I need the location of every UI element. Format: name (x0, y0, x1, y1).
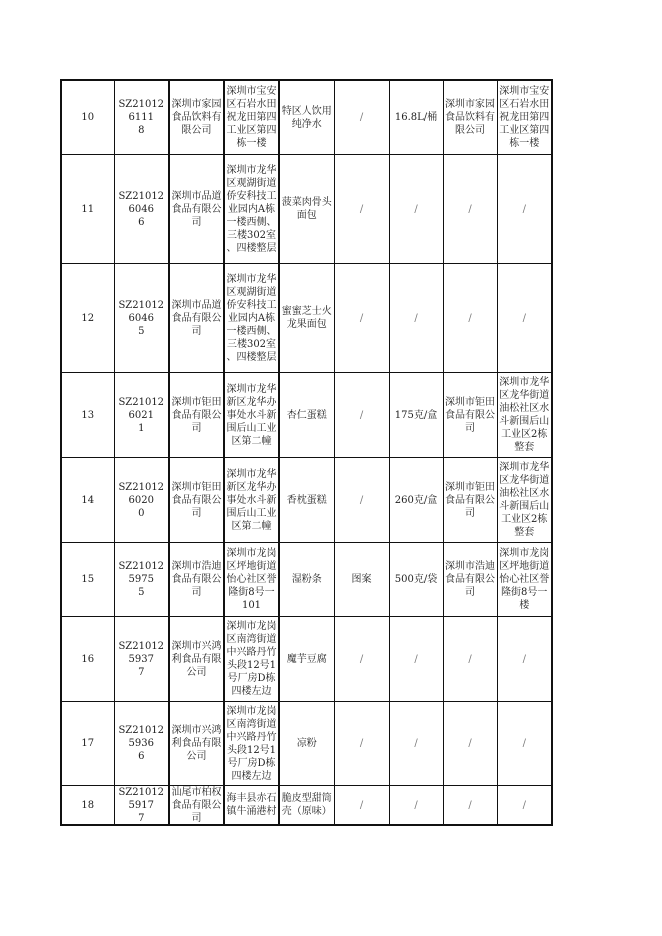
company-name-cell (169, 786, 224, 826)
sample-id-cell (114, 458, 169, 543)
sample-id: SZ210125937 7 (118, 640, 165, 678)
sample-id-cell (114, 786, 169, 826)
row-number-cell (61, 702, 114, 786)
producer-address-cell (497, 786, 552, 826)
brand: / (359, 738, 364, 749)
company-address: 深圳市龙华 新区龙华办 事处水斗新 围后山工业 区第二幢 (226, 383, 277, 447)
table-row (61, 155, 552, 264)
table-row (61, 458, 552, 543)
product-name-cell (279, 617, 334, 702)
producer-address-cell (497, 458, 552, 543)
sample-id: SZ210125917 7 (118, 787, 165, 824)
brand: / (359, 653, 364, 665)
product-name: 香枕蛋糕 (286, 494, 327, 506)
brand: / (359, 112, 364, 123)
company-address-cell (224, 264, 279, 373)
brand-cell (334, 786, 389, 826)
product-name-cell (279, 458, 334, 543)
specification: / (414, 799, 418, 811)
company-address: 深圳市龙华 新区龙华办 事处水斗新 围后山工业 区第二幢 (226, 468, 277, 532)
row-number: 18 (81, 799, 95, 811)
row-number: 10 (81, 112, 95, 123)
row-number: 13 (81, 409, 95, 421)
sample-id-cell (114, 543, 169, 617)
company-name: 深圳市浩迪 食品有限公 司 (171, 561, 222, 598)
producer-name: 深圳市家园 食品饮料有 限公司 (445, 99, 495, 136)
company-name: 深圳市兴鸿 利食品有限 公司 (171, 725, 222, 762)
specification: / (414, 738, 418, 749)
product-name: 菠菜肉骨头 面包 (281, 197, 332, 221)
producer-address-cell (497, 617, 552, 702)
product-name-cell (279, 80, 334, 155)
producer-name-cell (443, 155, 497, 264)
specification-cell (389, 786, 443, 826)
company-address-cell (224, 373, 279, 458)
row-number-cell (61, 264, 114, 373)
row-number-cell (61, 155, 114, 264)
brand: / (359, 312, 364, 324)
producer-address: 深圳市宝安 区石岩水田 祝龙田第四 工业区第四 栋一楼 (499, 86, 550, 149)
table-row (61, 264, 552, 373)
producer-address: 深圳市龙华 区龙华街道 油松社区水 斗新围后山 工业区2栋 整套 (499, 462, 550, 538)
company-name-cell (169, 543, 224, 617)
producer-address: / (522, 653, 526, 665)
row-number: 12 (81, 312, 95, 324)
company-name: 深圳市品道 食品有限公 司 (171, 299, 222, 337)
company-name: 深圳市兴鸿 利食品有限 公司 (171, 640, 222, 678)
brand: / (359, 799, 364, 811)
row-number: 11 (81, 203, 95, 215)
product-name-cell (279, 155, 334, 264)
company-address: 深圳市龙岗 区南湾街道 中兴路丹竹 头段12号1 号厂房D栋 四楼左边 (226, 705, 277, 782)
company-address: 深圳市龙岗 区南湾街道 中兴路丹竹 头段12号1 号厂房D栋 四楼左边 (226, 621, 277, 697)
product-name: 凉粉 (296, 738, 317, 749)
producer-name: / (468, 799, 472, 811)
company-name-cell (169, 702, 224, 786)
producer-address: 深圳市龙岗 区坪地街道 怡心社区誉 隆街8号一 楼 (499, 548, 550, 611)
producer-name-cell (443, 617, 497, 702)
row-number-cell (61, 80, 114, 155)
company-name-cell (169, 617, 224, 702)
company-name: 深圳市家园 食品饮料有 限公司 (171, 99, 222, 136)
producer-name: / (468, 312, 472, 324)
company-address: 深圳市宝安 区石岩水田 祝龙田第四 工业区第四 栋一楼 (226, 86, 277, 149)
row-number-cell (61, 543, 114, 617)
brand-cell (334, 617, 389, 702)
brand-cell (334, 543, 389, 617)
table-row (61, 617, 552, 702)
brand-cell (334, 80, 389, 155)
brand-cell (334, 458, 389, 543)
row-number-cell (61, 617, 114, 702)
producer-name: / (468, 738, 472, 749)
product-name-cell (279, 786, 334, 826)
specification: / (414, 203, 418, 215)
product-name-cell (279, 543, 334, 617)
brand: / (359, 494, 364, 506)
producer-name-cell (443, 702, 497, 786)
brand-cell (334, 373, 389, 458)
specification: 175克/盒 (394, 409, 438, 421)
brand-cell (334, 702, 389, 786)
specification-cell (389, 264, 443, 373)
producer-name-cell (443, 373, 497, 458)
sample-id: SZ210126046 6 (118, 190, 165, 228)
sample-id-cell (114, 373, 169, 458)
brand-cell (334, 264, 389, 373)
sample-id-cell (114, 264, 169, 373)
product-name: 魔芋豆腐 (286, 653, 327, 665)
producer-name-cell (443, 458, 497, 543)
product-name: 杏仁蛋糕 (286, 409, 327, 421)
product-name: 蜜蜜芝士火 龙果面包 (281, 306, 332, 330)
product-name-cell (279, 264, 334, 373)
row-number: 15 (81, 574, 95, 585)
sample-id: SZ210126021 1 (118, 396, 165, 434)
brand: / (359, 203, 364, 215)
producer-name-cell (443, 80, 497, 155)
producer-name: 深圳市钜田 食品有限公 司 (445, 481, 495, 519)
company-address-cell (224, 786, 279, 826)
sampling-results-table (60, 79, 553, 826)
specification: / (414, 312, 418, 324)
sample-id: SZ210125936 6 (118, 725, 165, 762)
company-address-cell (224, 155, 279, 264)
sample-id: SZ210125975 5 (118, 561, 165, 598)
producer-name: / (468, 203, 472, 215)
specification: / (414, 653, 418, 665)
producer-address: / (522, 312, 526, 324)
producer-address-cell (497, 264, 552, 373)
specification-cell (389, 155, 443, 264)
producer-address-cell (497, 80, 552, 155)
sample-id-cell (114, 155, 169, 264)
producer-name: 深圳市浩迪 食品有限公 司 (445, 561, 495, 598)
sample-id: SZ210126111 8 (118, 99, 165, 136)
product-name: 脆皮型甜筒 壳（原味） (281, 793, 332, 817)
producer-name-cell (443, 786, 497, 826)
table-row (61, 786, 552, 826)
row-number: 17 (81, 738, 95, 749)
company-address: 深圳市龙岗 区坪地街道 怡心社区誉 隆街8号一 101 (226, 548, 277, 611)
producer-address: 深圳市龙华 区龙华街道 油松社区水 斗新围后山 工业区2栋 整套 (499, 377, 550, 453)
sample-id: SZ210126046 5 (118, 299, 165, 337)
brand: 图案 (351, 574, 372, 585)
company-name-cell (169, 155, 224, 264)
specification-cell (389, 702, 443, 786)
producer-address: / (522, 738, 526, 749)
producer-name: 深圳市钜田 食品有限公 司 (445, 396, 495, 434)
producer-name-cell (443, 543, 497, 617)
brand: / (359, 409, 364, 421)
company-address-cell (224, 458, 279, 543)
sample-id-cell (114, 702, 169, 786)
specification-cell (389, 617, 443, 702)
producer-address-cell (497, 373, 552, 458)
producer-address-cell (497, 543, 552, 617)
producer-address: / (522, 203, 526, 215)
specification-cell (389, 373, 443, 458)
producer-address-cell (497, 155, 552, 264)
specification-cell (389, 543, 443, 617)
sample-id-cell (114, 617, 169, 702)
company-name: 汕尾市柏权 食品有限公 司 (171, 787, 222, 824)
producer-name: / (468, 653, 472, 665)
specification: 16.8L/桶 (394, 112, 438, 123)
product-name-cell (279, 373, 334, 458)
specification: 260克/盒 (394, 494, 438, 506)
producer-address-cell (497, 702, 552, 786)
producer-address: / (522, 799, 526, 811)
sample-id-cell (114, 80, 169, 155)
row-number-cell (61, 786, 114, 826)
company-address-cell (224, 702, 279, 786)
company-address: 深圳市龙华 区观湖街道 侨安科技工 业园内A栋 一楼西侧、 三楼302室 、四楼整层 (226, 273, 277, 363)
brand-cell (334, 155, 389, 264)
company-name-cell (169, 458, 224, 543)
table-row (61, 80, 552, 155)
table-row (61, 702, 552, 786)
specification-cell (389, 458, 443, 543)
company-address: 深圳市龙华 区观湖街道 侨安科技工 业园内A栋 一楼西侧、 三楼302室 、四楼整层 (226, 164, 277, 254)
row-number: 14 (81, 494, 95, 506)
row-number: 16 (81, 653, 95, 665)
company-name: 深圳市钜田 食品有限公 司 (171, 481, 222, 519)
company-address-cell (224, 617, 279, 702)
company-name: 深圳市品道 食品有限公 司 (171, 190, 222, 228)
company-address-cell (224, 80, 279, 155)
table-row (61, 373, 552, 458)
row-number-cell (61, 458, 114, 543)
product-name: 特区人饮用 纯净水 (281, 105, 332, 130)
sample-id: SZ210126020 0 (118, 481, 165, 519)
company-address: 海丰县赤石 镇牛涌港村 (226, 793, 277, 817)
specification: 500克/袋 (394, 574, 438, 585)
company-name-cell (169, 373, 224, 458)
producer-name-cell (443, 264, 497, 373)
company-name: 深圳市钜田 食品有限公 司 (171, 396, 222, 434)
table-row (61, 543, 552, 617)
product-name-cell (279, 702, 334, 786)
row-number-cell (61, 373, 114, 458)
product-name: 湿粉条 (291, 574, 322, 585)
company-name-cell (169, 80, 224, 155)
company-address-cell (224, 543, 279, 617)
specification-cell (389, 80, 443, 155)
company-name-cell (169, 264, 224, 373)
